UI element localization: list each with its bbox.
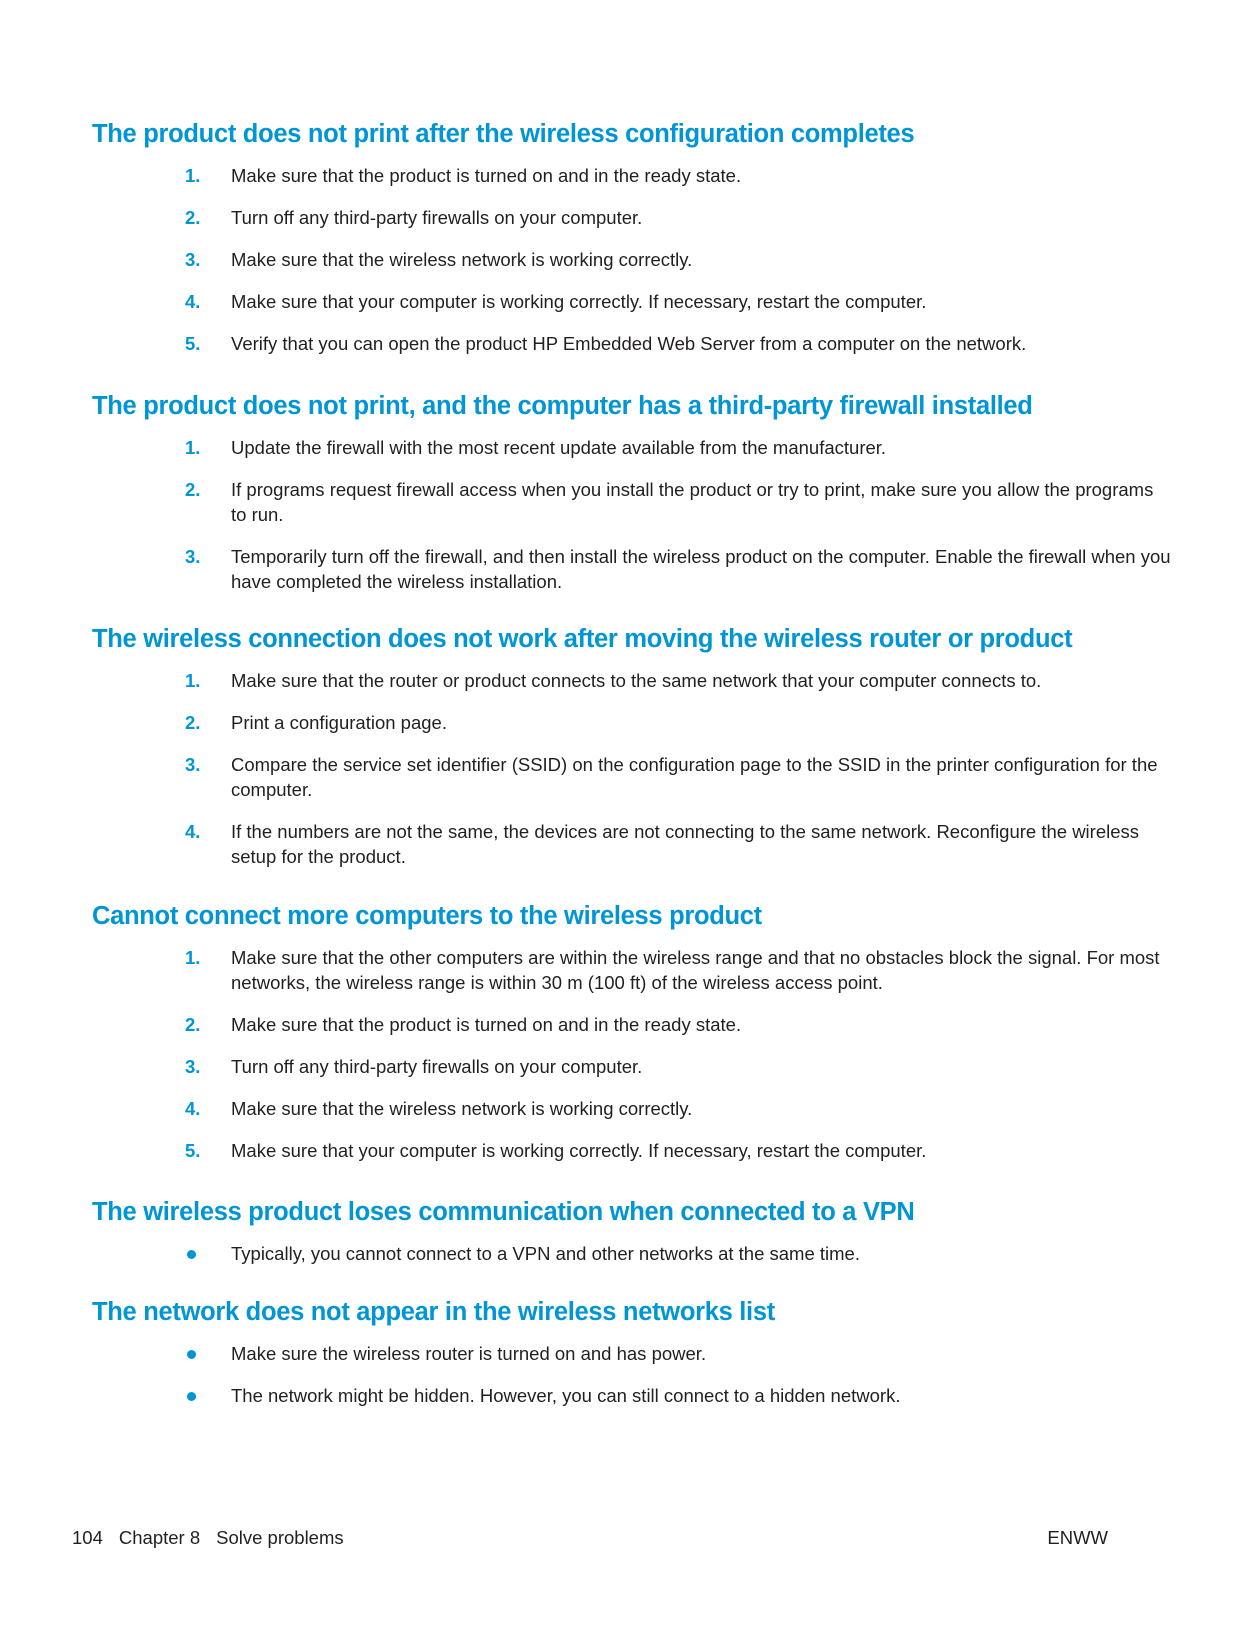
item-text: Make sure that the router or product connects to the same network that your computer connects to. [231,670,1042,691]
item-text: If programs request firewall access when you install the product or try to print, make sure you allow the programs to run. [231,479,1154,525]
list-item [92,819,1172,869]
footer-left [72,1526,344,1550]
item-text: Make sure that your computer is working correctly. If necessary, restart the computer. [231,291,927,312]
chapter-label: Chapter 8 [118,1527,201,1548]
page-number: 104 [72,1527,103,1548]
item-text: Turn off any third-party firewalls on your computer. [231,207,643,228]
section-print-after-wireless-config [92,119,1172,373]
list-item [92,163,1172,188]
list-item [92,1341,1172,1366]
list-item [92,1383,1172,1408]
item-text: Make sure the wireless router is turned on and has power. [231,1343,707,1364]
item-text: Make sure that the wireless network is working correctly. [231,249,693,270]
item-text: Compare the service set identifier (SSID) on the configuration page to the SSID in the printer configuration for the computer. [231,754,1158,800]
item-text: Make sure that the other computers are within the wireless range and that no obstacles block the signal. For most networks, the wireless range is within 30 m (100 ft) of the wireless access point. [231,947,1160,993]
item-number: 1. [185,437,201,458]
item-text: The network might be hidden. However, you can still connect to a hidden network. [231,1385,901,1406]
list-item [92,544,1172,594]
item-text: If the numbers are not the same, the devices are not connecting to the same network. Reconfigure the wireless setup for the product. [231,821,1140,867]
bullet-list [92,1241,1172,1266]
section-vpn [92,1197,1172,1283]
section-heading: The wireless product loses communication when connected to a VPN [92,1198,915,1226]
section-heading: The network does not appear in the wireless networks list [92,1298,775,1326]
item-number: 2. [185,1014,201,1035]
item-number: 1. [185,670,201,691]
list-item [92,668,1172,693]
section-more-computers [92,901,1172,1180]
numbered-list [92,435,1172,594]
item-text: Print a configuration page. [231,712,447,733]
list-item [92,1138,1172,1163]
bullet-icon [187,1392,196,1401]
item-text: Make sure that the product is turned on and in the ready state. [231,1014,742,1035]
list-item [92,752,1172,802]
list-item [92,1012,1172,1037]
section-third-party-firewall [92,391,1172,611]
list-item [92,1096,1172,1121]
item-text: Make sure that the wireless network is working correctly. [231,1098,693,1119]
item-number: 3. [185,546,201,567]
item-number: 4. [185,1098,201,1119]
list-item [92,247,1172,272]
chapter-title: Solve problems [216,1527,344,1548]
list-item [92,710,1172,735]
item-number: 2. [185,207,201,228]
item-text: Typically, you cannot connect to a VPN and other networks at the same time. [231,1243,860,1264]
item-number: 1. [185,947,201,968]
item-number: 3. [185,754,201,775]
item-number: 4. [185,821,201,842]
list-item [92,945,1172,995]
item-number: 3. [185,1056,201,1077]
item-text: Update the firewall with the most recent update available from the manufacturer. [231,437,887,458]
item-number: 5. [185,333,201,354]
item-text: Make sure that the product is turned on and in the ready state. [231,165,742,186]
section-heading: The wireless connection does not work after moving the wireless router or product [92,625,1073,653]
list-item [92,1241,1172,1266]
item-text: Make sure that your computer is working correctly. If necessary, restart the computer. [231,1140,927,1161]
item-number: 2. [185,712,201,733]
item-number: 2. [185,479,201,500]
footer-locale: ENWW [1047,1527,1108,1548]
item-number: 5. [185,1140,201,1161]
list-item [92,1054,1172,1079]
list-item [92,435,1172,460]
list-item [92,477,1172,527]
section-heading: The product does not print, and the computer has a third-party firewall installed [92,392,1033,420]
section-heading: The product does not print after the wireless configuration completes [92,120,915,148]
item-number: 1. [185,165,201,186]
numbered-list [92,945,1172,1163]
item-text: Verify that you can open the product HP Embedded Web Server from a computer on the network. [231,333,1027,354]
section-moving-router [92,624,1172,886]
bullet-list [92,1341,1172,1408]
item-text: Temporarily turn off the firewall, and then install the wireless product on the computer. Enable the firewall when you have completed the wireless installation. [231,546,1171,592]
bullet-icon [187,1250,196,1259]
section-network-not-listed [92,1297,1172,1425]
list-item [92,205,1172,230]
list-item [92,331,1172,356]
numbered-list [92,163,1172,356]
bullet-icon [187,1350,196,1359]
item-number: 4. [185,291,201,312]
item-number: 3. [185,249,201,270]
section-heading: Cannot connect more computers to the wireless product [92,902,762,930]
item-text: Turn off any third-party firewalls on your computer. [231,1056,643,1077]
list-item [92,289,1172,314]
numbered-list [92,668,1172,869]
